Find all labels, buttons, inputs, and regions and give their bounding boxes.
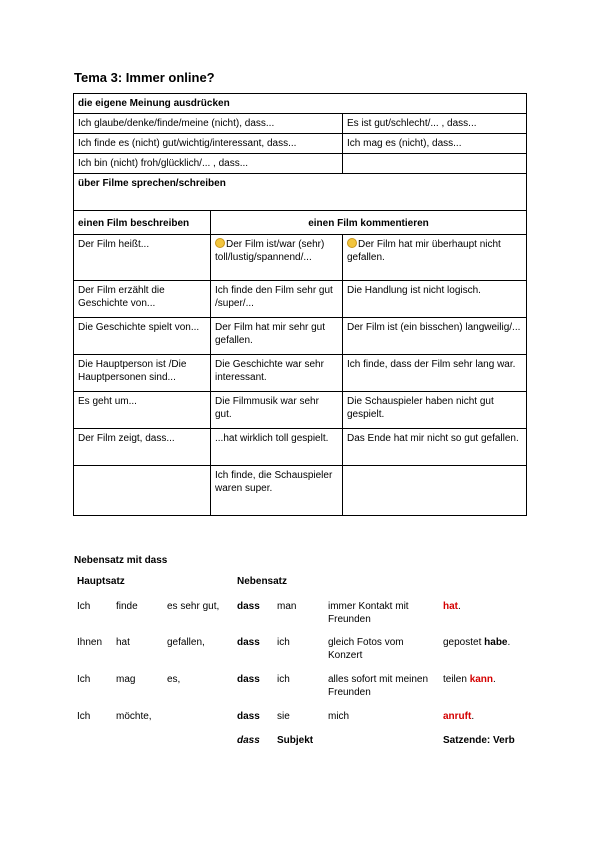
conjunction: dass: [237, 637, 260, 648]
table-cell: Ich glaube/denke/finde/meine (nicht), dass...: [74, 114, 343, 134]
table-cell: Der Film heißt...: [74, 235, 211, 281]
table-cell: Ich mag es (nicht), dass...: [343, 134, 527, 154]
middle-part: immer Kontakt mit Freunden: [328, 601, 409, 625]
middle-part: alles sofort mit meinen Freunden: [328, 674, 429, 698]
finite-verb: hat: [443, 601, 458, 612]
table-cell: Der Film hat mir sehr gut gefallen.: [211, 318, 343, 355]
verb-part: [443, 636, 510, 649]
finite-verb: habe: [484, 637, 508, 648]
table-cell: [74, 466, 211, 516]
word: Ich: [77, 601, 91, 612]
table-cell: [343, 154, 527, 174]
grammar-heading: Nebensatz mit dass: [74, 555, 168, 566]
punctuation: .: [507, 637, 511, 648]
table-cell: Ich bin (nicht) froh/glücklich/... , dass...: [74, 154, 343, 174]
word: Ich: [77, 674, 91, 685]
subject: ich: [277, 674, 290, 685]
table-cell: ...hat wirklich toll gespielt.: [211, 429, 343, 466]
table-cell: Ich finde, die Schauspieler waren super.: [211, 466, 343, 516]
verb-prefix: gepostet: [443, 637, 485, 648]
middle-part: gleich Fotos vom Konzert: [328, 637, 404, 661]
subject: sie: [277, 711, 290, 722]
word: Ihnen: [77, 637, 103, 648]
punctuation: .: [471, 711, 475, 722]
table-row: [74, 134, 527, 154]
punctuation: .: [493, 674, 496, 685]
legend-verb: Satzende: Verb: [443, 735, 515, 746]
table-cell: [211, 235, 343, 281]
table-cell: Die Geschichte war sehr interessant.: [211, 355, 343, 392]
middle-part: mich: [328, 711, 350, 722]
table-cell: Die Filmmusik war sehr gut.: [211, 392, 343, 429]
cell-text: Der Film hat mir überhaupt nicht gefallen.: [347, 239, 501, 263]
word: möchte,: [116, 711, 152, 722]
sad-emoji-icon: [347, 238, 357, 248]
table-cell: Der Film ist (ein bisschen) langweilig/...: [343, 318, 527, 355]
punctuation: .: [458, 601, 461, 612]
table-cell: Die Hauptperson ist /Die Hauptpersonen sind...: [74, 355, 211, 392]
table-row: [74, 235, 527, 281]
word: hat: [116, 637, 130, 648]
table-row: [74, 114, 527, 134]
table-row: [74, 211, 527, 235]
smile-emoji-icon: [215, 238, 225, 248]
table-cell: Ich finde es (nicht) gut/wichtig/interessant, dass...: [74, 134, 343, 154]
table-row: [74, 318, 527, 355]
table-row: [74, 429, 527, 466]
table-row: [74, 154, 527, 174]
page-title: Tema 3: Immer online?: [74, 70, 215, 85]
table-row: [74, 392, 527, 429]
conjunction: dass: [237, 674, 260, 685]
word: es,: [167, 674, 181, 685]
table-cell: Es ist gut/schlecht/... , dass...: [343, 114, 527, 134]
section-header: über Filme sprechen/schreiben: [74, 174, 527, 211]
table-cell: Die Schauspieler haben nicht gut gespielt.: [343, 392, 527, 429]
word: es sehr gut,: [167, 601, 220, 612]
column-header: einen Film kommentieren: [211, 211, 527, 235]
table-row: [74, 466, 527, 516]
section-header: die eigene Meinung ausdrücken: [74, 94, 527, 114]
table-cell: Die Geschichte spielt von...: [74, 318, 211, 355]
subject: ich: [277, 637, 290, 648]
word: Ich: [77, 711, 91, 722]
table-cell: [343, 466, 527, 516]
table-cell: Ich finde den Film sehr gut /super/...: [211, 281, 343, 318]
verb-prefix: teilen: [443, 674, 470, 685]
conjunction: dass: [237, 711, 260, 722]
table-cell: Der Film erzählt die Geschichte von...: [74, 281, 211, 318]
table-cell: Der Film zeigt, dass...: [74, 429, 211, 466]
table-cell: Es geht um...: [74, 392, 211, 429]
phrase-table: [73, 93, 527, 516]
verb-part: [443, 673, 496, 686]
verb-part: [443, 600, 461, 613]
table-row: [74, 355, 527, 392]
table-row: [74, 174, 527, 211]
verb-part: [443, 710, 474, 723]
column-header: einen Film beschreiben: [74, 211, 211, 235]
table-row: [74, 94, 527, 114]
cell-text: Der Film ist/war (sehr) toll/lustig/spannend/...: [215, 239, 325, 263]
conjunction: dass: [237, 601, 260, 612]
legend-subject: Subjekt: [277, 735, 314, 746]
table-cell: Die Handlung ist nicht logisch.: [343, 281, 527, 318]
table-cell: Das Ende hat mir nicht so gut gefallen.: [343, 429, 527, 466]
legend-conjunction: dass: [237, 735, 260, 746]
table-cell: Ich finde, dass der Film sehr lang war.: [343, 355, 527, 392]
hauptsatz-label: Hauptsatz: [77, 576, 125, 587]
nebensatz-label: Nebensatz: [237, 576, 288, 587]
word: mag: [116, 674, 136, 685]
subject: man: [277, 601, 297, 612]
table-cell: [343, 235, 527, 281]
finite-verb: anruft: [443, 711, 472, 722]
finite-verb: kann: [469, 674, 494, 685]
table-row: [74, 281, 527, 318]
word: finde: [116, 601, 138, 612]
word: gefallen,: [167, 637, 205, 648]
